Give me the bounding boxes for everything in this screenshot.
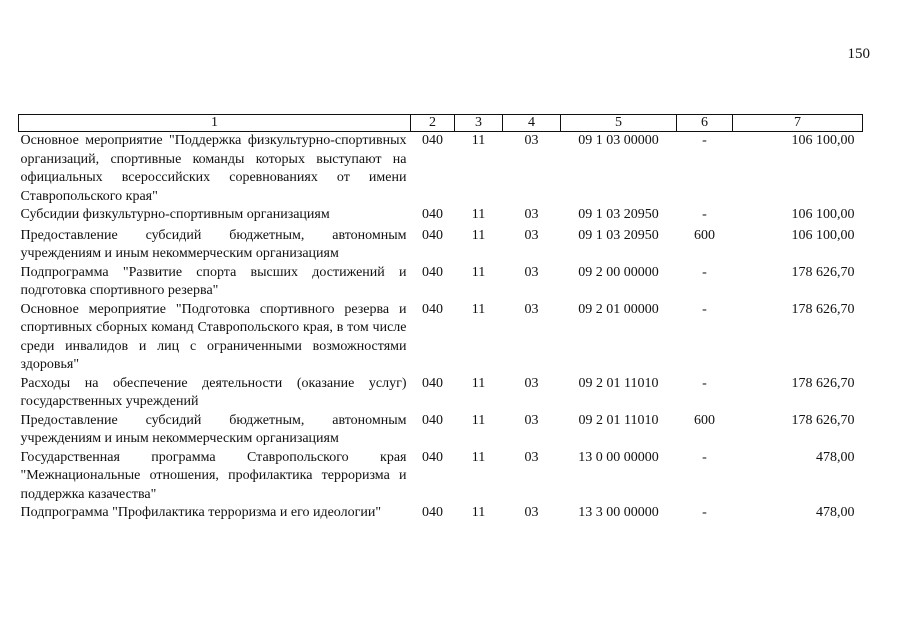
row-section: 11 (471, 264, 486, 280)
row-amount: 106 100,00 (791, 207, 855, 222)
table-header-row (19, 115, 863, 132)
budget-table (18, 114, 863, 525)
row-amount: 478,00 (816, 449, 855, 465)
row-subsection: 03 (524, 133, 539, 148)
row-ministry: 040 (422, 133, 443, 148)
row-name: Основное мероприятие "Подготовка спортивного резерва и спортивных сборных команд Ставропольского края, в том числе среди инвалидов и лиц с ограниченными возможностями здоровья" (20, 301, 407, 372)
row-subsection: 03 (524, 412, 539, 428)
row-name: Расходы на обеспечение деятельности (оказание услуг) государственных учреждений (20, 375, 407, 409)
column-header: 4 (503, 115, 561, 132)
row-ministry: 040 (422, 264, 443, 280)
column-header: 6 (677, 115, 733, 132)
table-row (19, 227, 863, 264)
row-type: - (702, 264, 707, 280)
row-section: 11 (471, 207, 486, 222)
table-row (19, 264, 863, 301)
row-section: 11 (471, 375, 486, 391)
row-amount: 106 100,00 (791, 227, 855, 243)
row-type: - (702, 375, 707, 391)
row-type: - (702, 505, 707, 520)
table-row (19, 412, 863, 449)
row-section: 11 (471, 133, 486, 148)
row-name: Предоставление субсидий бюджетным, автономным учреждениям и иным некоммерческим организациям (20, 227, 407, 261)
table-row (19, 504, 863, 525)
row-type: - (702, 301, 707, 317)
row-type: - (702, 207, 707, 222)
row-subsection: 03 (524, 301, 539, 317)
row-ministry: 040 (422, 449, 443, 465)
row-amount: 178 626,70 (791, 301, 855, 317)
row-section: 11 (471, 449, 486, 465)
row-ministry: 040 (422, 301, 443, 317)
row-target: 09 2 01 11010 (578, 412, 659, 428)
table-row (19, 449, 863, 505)
row-amount: 106 100,00 (791, 133, 855, 148)
table-row (19, 206, 863, 227)
row-subsection: 03 (524, 505, 539, 520)
row-subsection: 03 (524, 227, 539, 243)
row-ministry: 040 (422, 207, 443, 222)
row-target: 09 2 01 00000 (578, 301, 659, 317)
row-ministry: 040 (422, 375, 443, 391)
row-name: Предоставление субсидий бюджетным, автономным учреждениям и иным некоммерческим организациям (20, 412, 407, 446)
row-target: 09 1 03 00000 (578, 133, 659, 148)
row-type: 600 (694, 227, 715, 243)
row-amount: 178 626,70 (791, 412, 855, 428)
column-header: 1 (19, 115, 411, 132)
row-section: 11 (471, 227, 486, 243)
row-name: Подпрограмма "Профилактика терроризма и его идеологии" (20, 505, 382, 520)
row-ministry: 040 (422, 227, 443, 243)
row-type: - (702, 449, 707, 465)
column-header: 3 (455, 115, 503, 132)
row-name: Субсидии физкультурно-спортивным организациям (20, 207, 330, 222)
row-section: 11 (471, 505, 486, 520)
column-header: 7 (733, 115, 863, 132)
row-target: 13 0 00 00000 (578, 449, 659, 465)
row-target: 09 1 03 20950 (578, 227, 659, 243)
row-target: 09 2 01 11010 (578, 375, 659, 391)
row-amount: 178 626,70 (791, 375, 855, 391)
column-header: 2 (411, 115, 455, 132)
row-target: 09 1 03 20950 (578, 207, 659, 222)
table-row (19, 132, 863, 207)
page-number: 150 (847, 46, 870, 62)
row-name: Государственная программа Ставропольского края "Межнациональные отношения, профилактика терроризма и поддержка казачества" (20, 449, 407, 502)
row-amount: 178 626,70 (791, 264, 855, 280)
row-subsection: 03 (524, 375, 539, 391)
row-name: Основное мероприятие "Поддержка физкультурно-спортивных организаций, спортивные команды которых выступают на официальных всероссийских соревнованиях от имени Ставропольского края" (20, 133, 407, 204)
row-subsection: 03 (524, 449, 539, 465)
row-section: 11 (471, 412, 486, 428)
row-target: 13 3 00 00000 (578, 505, 659, 520)
row-section: 11 (471, 301, 486, 317)
row-name: Подпрограмма "Развитие спорта высших достижений и подготовка спортивного резерва" (20, 264, 407, 298)
row-type: 600 (694, 412, 715, 428)
row-subsection: 03 (524, 207, 539, 222)
column-header: 5 (561, 115, 677, 132)
row-ministry: 040 (422, 505, 443, 520)
row-subsection: 03 (524, 264, 539, 280)
row-ministry: 040 (422, 412, 443, 428)
row-target: 09 2 00 00000 (578, 264, 659, 280)
table-row (19, 301, 863, 375)
row-amount: 478,00 (816, 505, 855, 520)
table-row (19, 375, 863, 412)
row-type: - (702, 133, 707, 148)
